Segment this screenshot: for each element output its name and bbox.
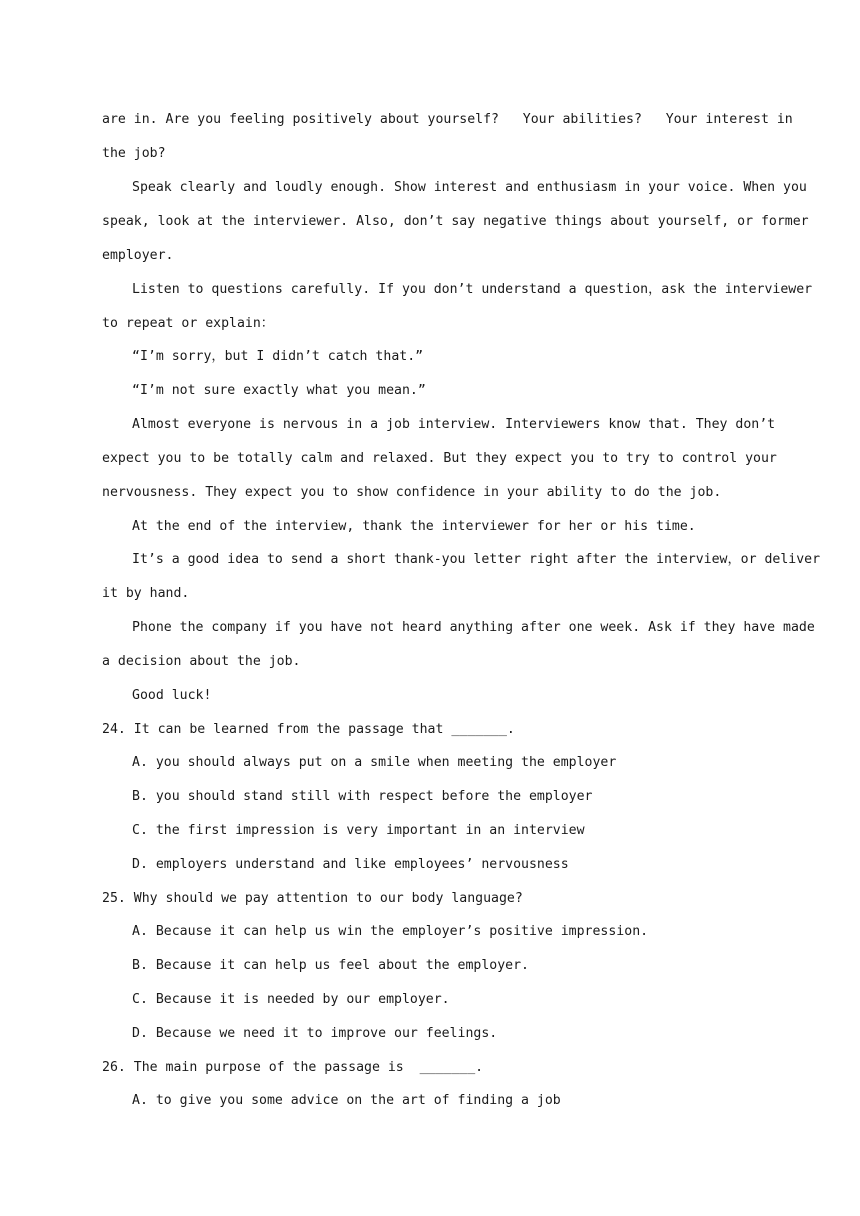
paragraph-line: Phone the company if you have not heard anything after one week. Ask if they have made [132, 620, 815, 635]
paragraph-line: it by hand. [102, 586, 190, 601]
answer-option: A. you should always put on a smile when meeting the employer [132, 755, 617, 770]
paragraph-line: the job? [102, 146, 166, 161]
paragraph-line: Listen to questions carefully. If you don’t understand a question，ask the interviewer [132, 282, 813, 297]
answer-option: B. Because it can help us feel about the employer. [132, 958, 529, 973]
paragraph-line: a decision about the job. [102, 654, 301, 669]
paragraph-line: Good luck! [132, 688, 212, 703]
paragraph-line: Almost everyone is nervous in a job interview. Interviewers know that. They don’t [132, 417, 776, 432]
answer-option: C. the first impression is very important in an interview [132, 823, 585, 838]
quote-line: “I’m sorry，but I didn’t catch that.” [132, 349, 424, 364]
paragraph-line: employer. [102, 248, 174, 263]
paragraph-line: speak, look at the interviewer. Also, don’t say negative things about yourself, or former [102, 214, 809, 229]
answer-option: C. Because it is needed by our employer. [132, 992, 450, 1007]
question-stem: 26. The main purpose of the passage is _______. [102, 1060, 484, 1075]
question-stem: 25. Why should we pay attention to our body language? [102, 891, 523, 906]
answer-option: B. you should stand still with respect before the employer [132, 789, 593, 804]
answer-option: D. employers understand and like employees’ nervousness [132, 857, 569, 872]
answer-option: D. Because we need it to improve our feelings. [132, 1026, 498, 1041]
paragraph-line: are in. Are you feeling positively about yourself? Your abilities? Your interest in [102, 112, 793, 127]
paragraph-line: Speak clearly and loudly enough. Show interest and enthusiasm in your voice. When you [132, 180, 807, 195]
quote-line: “I’m not sure exactly what you mean.” [132, 383, 426, 398]
paragraph-line: expect you to be totally calm and relaxed. But they expect you to try to control your [102, 451, 777, 466]
paragraph-line: At the end of the interview, thank the interviewer for her or his time. [132, 519, 696, 534]
paragraph-line: nervousness. They expect you to show confidence in your ability to do the job. [102, 485, 722, 500]
answer-option: A. to give you some advice on the art of finding a job [132, 1093, 561, 1108]
answer-option: A. Because it can help us win the employer’s positive impression. [132, 924, 649, 939]
paragraph-line: It’s a good idea to send a short thank-you letter right after the interview，or deliver [132, 552, 821, 567]
question-stem: 24. It can be learned from the passage that _______. [102, 722, 515, 737]
paragraph-line: to repeat or explain： [102, 316, 274, 331]
